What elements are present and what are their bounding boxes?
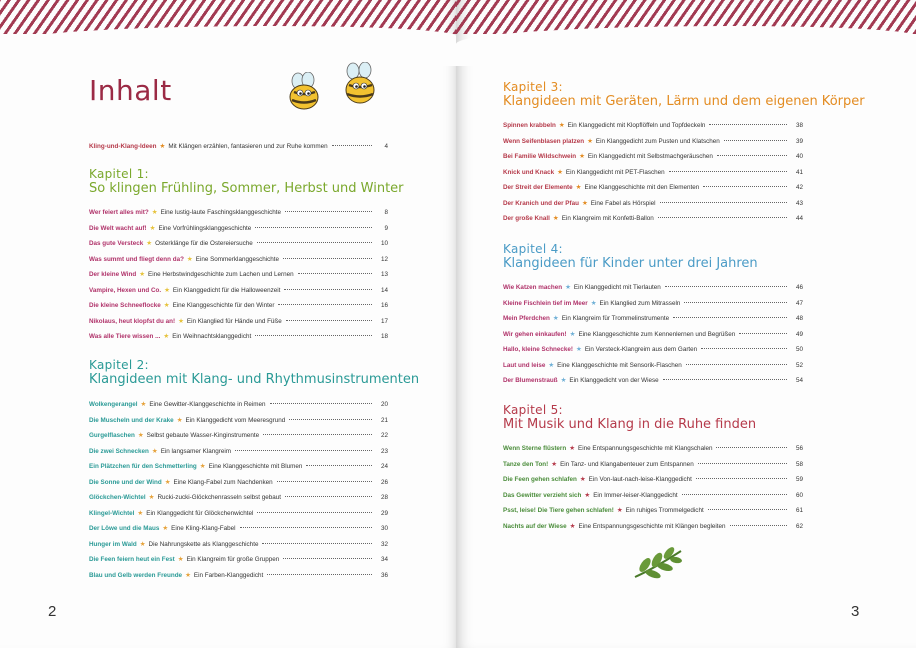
toc-entry-title: Bei Familie Wildschwein <box>503 153 577 160</box>
toc-row[interactable] <box>503 472 803 488</box>
toc-entry-title: Wir gehen einkaufen! <box>503 330 567 338</box>
star-icon: ★ <box>616 507 623 514</box>
toc-entry-title: Klingel-Wichtel <box>89 509 135 517</box>
toc-row[interactable] <box>89 298 388 314</box>
star-icon: ★ <box>146 240 153 247</box>
toc-entry-title: Psst, leise! Die Tiere gehen schlafen! <box>503 507 614 514</box>
toc-entry-title: Die Feen feiern heut ein Fest <box>89 556 175 563</box>
toc-row[interactable] <box>503 118 803 134</box>
toc-row[interactable] <box>89 139 388 155</box>
toc-entry-title: Der kleine Wind <box>89 271 137 278</box>
toc-entry-desc: Selbst gebaute Wasser-Kinginstrumente <box>146 432 260 439</box>
toc-entry-desc: Eine Sommerklanggeschichte <box>195 255 280 263</box>
star-icon: ★ <box>151 209 158 216</box>
chapter-subtitle: Klangideen mit Klang- und Rhythmusinstrumenten <box>89 372 420 387</box>
chapter-1-list <box>89 205 388 345</box>
star-icon: ★ <box>579 476 586 483</box>
star-icon: ★ <box>575 184 582 191</box>
toc-row[interactable] <box>503 519 803 535</box>
page-number-left: 2 <box>48 603 57 620</box>
toc-entry-title: Die Sonne und der Wind <box>89 478 162 486</box>
toc-entry-desc: Ein Klanggedicht mit Selbstmachgeräuschen <box>587 153 713 160</box>
toc-page-number: 61 <box>795 507 803 514</box>
star-icon: ★ <box>587 137 593 145</box>
toc-page-number: 28 <box>380 494 388 501</box>
star-icon: ★ <box>576 346 582 353</box>
toc-page-number: 8 <box>384 209 388 216</box>
toc-entry-title: Kleine Fischlein tief im Meer <box>503 299 588 307</box>
toc-entry-desc: Die Nahrungskette als Klanggeschichte <box>148 540 259 548</box>
toc-row[interactable] <box>89 521 388 537</box>
toc-page-number: 54 <box>795 377 803 384</box>
toc-entry-title: Was summt und fliegt denn da? <box>89 255 184 263</box>
star-icon: ★ <box>159 143 166 150</box>
chapter-label: Kapitel 2: <box>89 358 149 372</box>
leaf-sprig-icon <box>631 543 687 583</box>
toc-entry-desc: Ein Klanggedicht mit PET-Flaschen <box>565 168 665 176</box>
toc-page-number: 59 <box>795 476 803 483</box>
toc-entry-title: Was alle Tiere wissen ... <box>89 333 161 340</box>
toc-entry-title: Wenn Sterne flüstern <box>503 445 567 452</box>
toc-row[interactable] <box>503 488 803 504</box>
star-icon: ★ <box>139 540 146 548</box>
chapter-subtitle: Klangideen mit Geräten, Lärm und dem eigenen Körper <box>503 94 865 109</box>
star-icon: ★ <box>149 224 156 232</box>
toc-page-number: 43 <box>795 199 803 207</box>
star-icon: ★ <box>177 556 184 563</box>
star-icon: ★ <box>137 432 144 439</box>
toc-entry-desc: Ein Klangreim für Trommelinstrumente <box>561 315 670 322</box>
toc-entry-desc: Osterklänge für die Ostereiersuche <box>155 240 253 247</box>
toc-page-number: 58 <box>795 460 803 468</box>
toc-row[interactable] <box>503 311 803 327</box>
toc-page-number: 34 <box>380 556 388 563</box>
toc-page-number: 38 <box>795 122 803 129</box>
toc-row[interactable] <box>503 441 803 457</box>
toc-entry-title: Knick und Knack <box>503 168 555 176</box>
toc-entry-title: Tanze den Ton! <box>503 460 549 468</box>
star-icon: ★ <box>164 286 170 294</box>
toc-entry-title: Der große Knall <box>503 215 550 222</box>
toc-page-number: 41 <box>795 168 803 176</box>
toc-page-number: 13 <box>380 271 388 278</box>
toc-row[interactable] <box>503 165 803 181</box>
toc-row[interactable] <box>89 444 388 460</box>
toc-page-number: 16 <box>380 302 388 309</box>
star-icon: ★ <box>162 525 169 532</box>
toc-entry-desc: Ein Klanggedicht mit Klopflöffeln und Topfdeckeln <box>567 122 706 129</box>
toc-row[interactable] <box>89 205 388 221</box>
toc-entry-desc: Ein Klanggedicht für Glöckchenwichtel <box>146 509 254 517</box>
star-icon: ★ <box>565 284 571 291</box>
toc-entry-title: Spinnen krabbeln <box>503 122 556 129</box>
toc-page-number: 48 <box>795 315 803 322</box>
toc-row[interactable] <box>503 358 803 374</box>
toc-entry-desc: Eine Vorfrühlingsklanggeschichte <box>158 224 252 232</box>
toc-entry-desc: Eine Klanggeschichte für den Winter <box>172 302 275 309</box>
toc-entry-desc: Eine Entspannungsgeschichte mit Klangschalen <box>578 445 713 452</box>
chapter-1-heading <box>89 167 404 196</box>
toc-row[interactable] <box>89 490 388 506</box>
toc-entry-title: Kling-und-Klang-Ideen <box>89 143 157 150</box>
star-icon: ★ <box>186 255 193 263</box>
star-icon: ★ <box>148 494 155 501</box>
star-icon: ★ <box>590 299 597 307</box>
toc-entry-desc: Eine lustig-laute Faschingsklanggeschichte <box>160 209 281 216</box>
toc-page-number: 29 <box>380 509 388 517</box>
toc-row[interactable] <box>89 252 388 268</box>
intro-entry <box>89 139 388 155</box>
toc-row[interactable] <box>503 327 803 343</box>
toc-page-number: 23 <box>380 447 388 455</box>
toc-entry-title: Der Löwe und die Maus <box>89 525 160 532</box>
toc-entry-desc: Ein Farben-Klanggedicht <box>193 571 264 579</box>
toc-entry-title: Die kleine Schneeflocke <box>89 302 161 309</box>
toc-page-number: 40 <box>795 153 803 160</box>
right-page <box>456 0 916 648</box>
toc-entry-desc: Eine Klanggeschichte mit Blumen <box>208 463 303 470</box>
toc-entry-desc: Ein Klangreim mit Konfetti-Ballon <box>561 215 654 222</box>
toc-page-number: 39 <box>795 137 803 145</box>
toc-entry-desc: Ein Klangreim für große Gruppen <box>186 556 280 563</box>
toc-page-number: 18 <box>380 333 388 340</box>
toc-entry-title: Die Welt wacht auf! <box>89 224 147 232</box>
toc-row[interactable] <box>89 413 388 429</box>
toc-entry-desc: Ein Weihnachtsklanggedicht <box>172 333 252 340</box>
toc-row[interactable] <box>503 280 803 296</box>
toc-page-number: 24 <box>380 463 388 470</box>
toc-page-number: 4 <box>384 143 388 150</box>
chapter-label: Kapitel 4: <box>503 242 563 256</box>
toc-entry-title: Das gute Versteck <box>89 240 144 247</box>
toc-row[interactable] <box>89 506 388 522</box>
star-icon: ★ <box>584 491 591 499</box>
toc-page-number: 49 <box>795 330 803 338</box>
star-icon: ★ <box>164 478 171 486</box>
chapter-5-heading <box>503 403 756 432</box>
star-icon: ★ <box>178 317 184 325</box>
star-icon: ★ <box>176 416 183 424</box>
star-icon: ★ <box>557 168 563 176</box>
toc-page-number: 50 <box>795 346 803 353</box>
toc-row[interactable] <box>89 267 388 283</box>
toc-entry-title: Die zwei Schnecken <box>89 447 149 455</box>
chapter-subtitle: So klingen Frühling, Sommer, Herbst und Winter <box>89 181 404 196</box>
toc-entry-title: Laut und leise <box>503 361 546 369</box>
toc-page-number: 21 <box>380 416 388 424</box>
toc-page-number: 56 <box>795 445 803 452</box>
toc-row[interactable] <box>503 196 803 212</box>
star-icon: ★ <box>569 330 576 338</box>
toc-entry-desc: Eine Klanggeschichte mit Sensorik-Flaschen <box>557 361 682 369</box>
star-icon: ★ <box>569 445 576 452</box>
toc-row[interactable] <box>503 296 803 312</box>
chapter-5-list <box>503 441 803 534</box>
toc-row[interactable] <box>503 503 803 519</box>
chapter-4-heading <box>503 242 758 271</box>
toc-row[interactable] <box>503 211 803 227</box>
toc-entry-title: Der Kranich und der Pfau <box>503 199 579 207</box>
toc-row[interactable] <box>89 314 388 330</box>
star-icon: ★ <box>569 522 576 530</box>
chapter-label: Kapitel 5: <box>503 403 563 417</box>
star-icon: ★ <box>151 447 158 455</box>
toc-entry-desc: Ein Klanglied für Hände und Füße <box>186 317 282 325</box>
toc-page-number: 44 <box>795 215 803 222</box>
toc-page-number: 26 <box>380 478 388 486</box>
toc-entry-title: Hallo, kleine Schnecke! <box>503 346 573 353</box>
toc-page-number: 14 <box>380 286 388 294</box>
star-icon: ★ <box>139 271 146 278</box>
toc-entry-title: Glöckchen-Wichtel <box>89 494 146 501</box>
star-icon: ★ <box>137 509 144 517</box>
toc-row[interactable] <box>89 537 388 553</box>
toc-entry-title: Vampire, Hexen und Co. <box>89 286 162 294</box>
chapter-label: Kapitel 3: <box>503 80 563 94</box>
left-page <box>0 0 456 648</box>
toc-entry-title: Ein Plätzchen für den Schmetterling <box>89 463 197 470</box>
star-icon: ★ <box>579 153 585 160</box>
star-icon: ★ <box>185 571 191 579</box>
toc-entry-desc: Ein Von-laut-nach-leise-Klanggedicht <box>588 476 692 483</box>
star-icon: ★ <box>140 401 147 408</box>
toc-entry-desc: Ein Klanggedicht mit Tierlauten <box>573 284 661 291</box>
chapter-3-heading <box>503 80 865 109</box>
toc-entry-title: Nachts auf der Wiese <box>503 522 567 530</box>
toc-row[interactable] <box>89 329 388 345</box>
toc-page-number: 32 <box>380 540 388 548</box>
star-icon: ★ <box>552 215 559 222</box>
toc-row[interactable] <box>89 221 388 237</box>
toc-page-number: 42 <box>795 184 803 191</box>
toc-page-number: 17 <box>380 317 388 325</box>
toc-entry-desc: Eine Kling-Klang-Fabel <box>171 525 236 532</box>
toc-page-number: 36 <box>380 571 388 579</box>
toc-entry-title: Die Muscheln und der Krake <box>89 416 174 424</box>
star-icon: ★ <box>548 361 555 369</box>
toc-entry-title: Wie Katzen machen <box>503 284 563 291</box>
toc-row[interactable] <box>503 342 803 358</box>
page-title: Inhalt <box>89 74 172 107</box>
toc-entry-title: Das Gewitter verzieht sich <box>503 491 582 499</box>
star-icon: ★ <box>581 199 588 207</box>
chapter-2-heading <box>89 358 419 387</box>
toc-entry-desc: Ein langsamer Klangreim <box>160 447 232 455</box>
bee-icon <box>284 72 326 112</box>
toc-entry-desc: Ein Klanglied zum Mitrasseln <box>599 299 681 307</box>
toc-entry-title: Die Feen gehen schlafen <box>503 476 577 483</box>
toc-row[interactable] <box>89 459 388 475</box>
toc-entry-title: Der Blumenstrauß <box>503 377 558 384</box>
toc-entry-title: Gurgelflaschen <box>89 432 135 439</box>
toc-entry-desc: Ein Klanggedicht zum Pusten und Klatschen <box>595 137 720 145</box>
chapter-subtitle: Klangideen für Kinder unter drei Jahren <box>503 256 758 271</box>
toc-page-number: 22 <box>380 432 388 439</box>
toc-entry-desc: Eine Gewitter-Klanggeschichte in Reimen <box>149 401 266 408</box>
toc-page-number: 10 <box>380 240 388 247</box>
toc-row[interactable] <box>503 149 803 165</box>
toc-row[interactable] <box>503 373 803 389</box>
toc-entry-desc: Ein Klanggedicht vom Meeresgrund <box>185 416 286 424</box>
star-icon: ★ <box>560 377 567 384</box>
toc-row[interactable] <box>89 283 388 299</box>
toc-page-number: 62 <box>795 522 803 530</box>
bee-icon <box>340 62 382 106</box>
toc-entry-desc: Ein Tanz- und Klangabenteuer zum Entspannen <box>560 460 694 468</box>
toc-entry-desc: Eine Klanggeschichte zum Kennenlernen und Begrüßen <box>578 330 736 338</box>
toc-page-number: 20 <box>380 401 388 408</box>
toc-row[interactable] <box>89 236 388 252</box>
page-number-right: 3 <box>851 603 860 620</box>
toc-row[interactable] <box>503 457 803 473</box>
toc-entry-desc: Eine Entspannungsgeschichte mit Klängen begleiten <box>578 522 726 530</box>
chapter-2-list <box>89 397 388 583</box>
toc-entry-title: Hunger im Wald <box>89 540 137 548</box>
toc-row[interactable] <box>89 428 388 444</box>
toc-row[interactable] <box>89 568 388 584</box>
toc-page-number: 30 <box>380 525 388 532</box>
star-icon: ★ <box>552 315 559 322</box>
toc-entry-desc: Eine Herbstwindgeschichte zum Lachen und Lernen <box>148 271 294 278</box>
toc-entry-desc: Ein Klanggedicht von der Wiese <box>569 377 659 384</box>
toc-row[interactable] <box>89 397 388 413</box>
chapter-label: Kapitel 1: <box>89 167 149 181</box>
toc-entry-desc: Eine Klang-Fabel zum Nachdenken <box>173 478 273 486</box>
toc-row[interactable] <box>89 552 388 568</box>
toc-page-number: 12 <box>380 255 388 263</box>
toc-page-number: 9 <box>384 224 388 232</box>
toc-entry-title: Wer feiert alles mit? <box>89 209 149 216</box>
toc-page-number: 60 <box>795 491 803 499</box>
star-icon: ★ <box>163 333 170 340</box>
toc-entry-desc: Mit Klängen erzählen, fantasieren und zur Ruhe kommen <box>168 143 328 150</box>
star-icon: ★ <box>199 463 206 470</box>
star-icon: ★ <box>163 302 170 309</box>
toc-page-number: 52 <box>795 361 803 369</box>
chapter-3-list <box>503 118 803 227</box>
chapter-4-list <box>503 280 803 389</box>
toc-entry-title: Blau und Gelb werden Freunde <box>89 571 183 579</box>
toc-entry-desc: Eine Klanggeschichte mit den Elementen <box>584 184 700 191</box>
toc-entry-title: Mein Pferdchen <box>503 315 550 322</box>
toc-page-number: 46 <box>795 284 803 291</box>
toc-entry-desc: Rucki-zucki-Glöckchenrasseln selbst gebaut <box>157 494 282 501</box>
toc-entry-desc: Eine Fabel als Hörspiel <box>590 199 656 207</box>
toc-entry-title: Der Streit der Elemente <box>503 184 573 191</box>
toc-row[interactable] <box>503 180 803 196</box>
toc-entry-desc: Ein Immer-leiser-Klanggedicht <box>593 491 678 499</box>
toc-row[interactable] <box>503 134 803 150</box>
toc-entry-desc: Ein Versteck-Klangreim aus dem Garten <box>584 346 698 353</box>
toc-entry-title: Nikolaus, heut klopfst du an! <box>89 317 176 325</box>
chapter-subtitle: Mit Musik und Klang in die Ruhe finden <box>503 417 757 432</box>
toc-entry-title: Wolkengerangel <box>89 401 138 408</box>
toc-entry-title: Wenn Seifenblasen platzen <box>503 137 585 145</box>
toc-entry-desc: Ein ruhiges Trommelgedicht <box>625 507 704 514</box>
star-icon: ★ <box>558 122 565 129</box>
toc-row[interactable] <box>89 475 388 491</box>
star-icon: ★ <box>551 460 558 468</box>
toc-page-number: 47 <box>795 299 803 307</box>
toc-entry-desc: Ein Klanggedicht für die Halloweenzeit <box>172 286 281 294</box>
